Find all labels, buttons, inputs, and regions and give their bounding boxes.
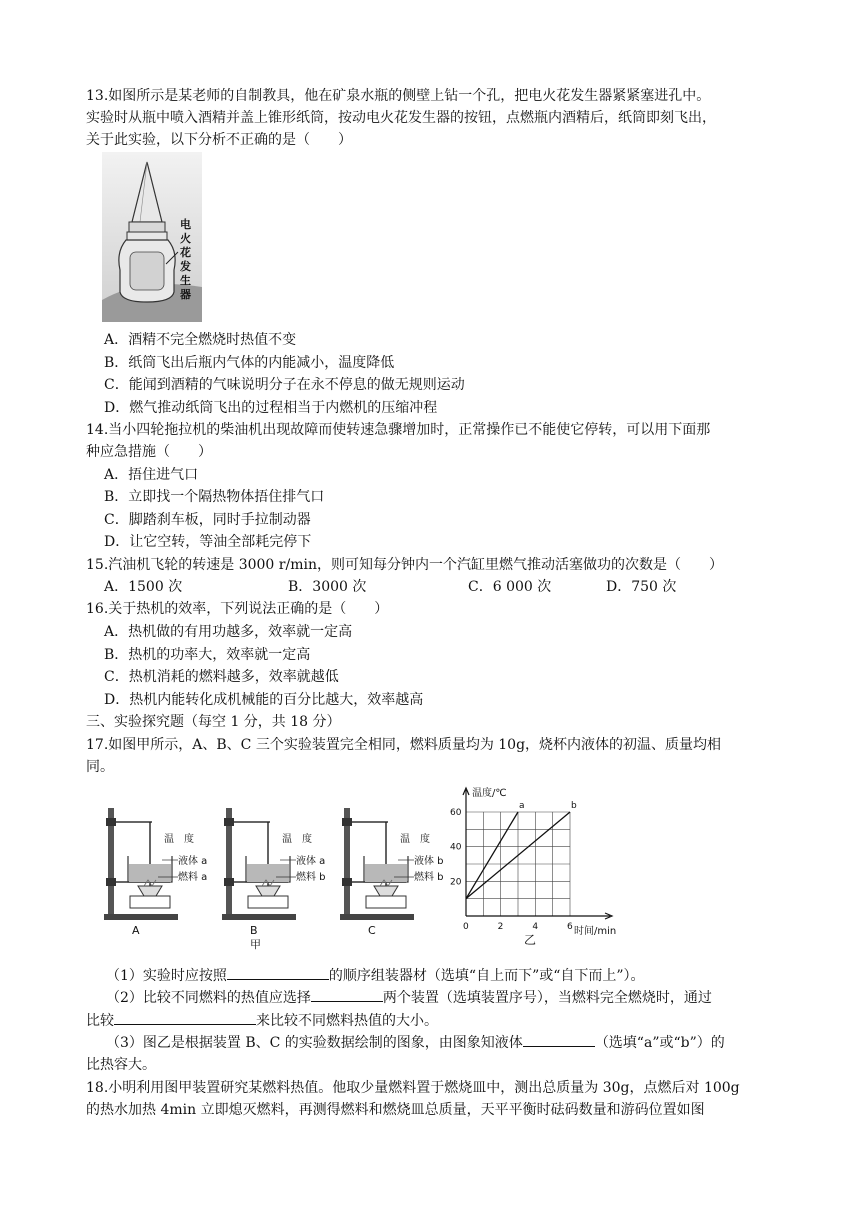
apparatus-b-label: B [250, 924, 258, 937]
series-label-b: b [571, 801, 577, 811]
apparatus-c [340, 808, 444, 937]
x-tick-label: 4 [532, 922, 539, 932]
q17-sub2-suffix: 两个装置（选填装置序号），当燃料完全燃烧时，通过 [382, 990, 712, 1006]
q18-stem-line1: 18.小明利用图甲装置研究某燃料热值。他取少量燃料置于燃烧皿中，测出总质量为 30g，点燃后对 100g [86, 1080, 740, 1096]
q14-stem-line1: 14.当小四轮拖拉机的柴油机出现故障而使转速急骤增加时，正常操作已不能使它停转，可以用下面那 [86, 422, 711, 438]
q15-stem: 15.汽油机飞轮的转速是 3000 r/min，则可知每分钟内一个汽缸里燃气推动活塞做功的次数是（ ） [86, 557, 723, 573]
q14-stem-line2: 种应急措施（ ） [86, 444, 212, 460]
q15-option-b: B．3000 次 [288, 579, 367, 595]
figure-label-char: 花 [180, 246, 191, 259]
apparatus-b [222, 808, 326, 950]
x-axis-label: 时间/min [574, 926, 617, 937]
q17-sub1 [106, 965, 645, 986]
q15-option-d: D．750 次 [606, 579, 677, 595]
q13-option-a: A．酒精不完全燃烧时热值不变 [104, 332, 297, 348]
q17-sub1-suffix: 的顺序组装器材（选填“自上而下”或“自下而上”）。 [328, 968, 645, 984]
q17-sub3-prefix: （3）图乙是根据装置 B、C 的实验数据绘制的图象，由图象知液体 [106, 1035, 523, 1051]
q17-sub2-prefix: （2）比较不同燃料的热值应选择 [106, 990, 311, 1006]
q17-sub2 [106, 987, 712, 1008]
q17-sub2-blank[interactable] [311, 987, 383, 1002]
q14-option-a: A．捂住进气口 [104, 467, 199, 483]
q17-sub2b-blank[interactable] [114, 1010, 256, 1025]
q17-sub3-suffix: （选填“a”或“b”）的 [594, 1035, 725, 1051]
section-heading: 三、实验探究题（每空 1 分，共 18 分） [86, 714, 341, 730]
figure-label-char: 发 [180, 260, 191, 273]
q13-stem-line1: 13.如图所示是某老师的自制教具，他在矿泉水瓶的侧壁上钻一个孔，把电火花发生器紧紧塞进孔中。 [86, 88, 711, 104]
apparatus-c-therm-label: 温 度 [400, 834, 430, 845]
y-tick-label: 60 [450, 808, 462, 818]
figure-label-char: 器 [180, 288, 191, 301]
apparatus-figure-jia [100, 800, 460, 950]
q17-stem-line1: 17.如图甲所示，A、B、C 三个实验装置完全相同，燃料质量均为 10g，烧杯内液体的初温、质量均相 [86, 737, 722, 753]
q13-option-b: B．纸筒飞出后瓶内气体的内能减小，温度降低 [104, 355, 395, 371]
q17-sub3-blank[interactable] [523, 1032, 595, 1047]
x-tick-label: 2 [497, 922, 504, 932]
q16-option-d: D．热机内能转化成机械能的百分比越大，效率越高 [104, 692, 424, 708]
apparatus-a [104, 808, 207, 937]
y-axis-label: 温度/℃ [472, 788, 507, 799]
q13-option-d: D．燃气推动纸筒飞出的过程相当于内燃机的压缩冲程 [104, 400, 438, 416]
q13-stem-line3: 关于此实验，以下分析不正确的是（ ） [86, 132, 352, 148]
q15-option-c: C．6 000 次 [468, 579, 552, 595]
y-tick-label: 20 [450, 877, 462, 888]
apparatus-a-fuel-label: 燃料 a [178, 872, 208, 883]
figure-label-char: 生 [180, 274, 191, 287]
x-tick-label: 6 [567, 922, 573, 932]
q17-sub1-prefix: （1）实验时应按照 [106, 968, 227, 984]
q17-sub3b: 比热容大。 [86, 1057, 156, 1073]
apparatus-a-therm-label: 温 度 [164, 834, 194, 845]
q14-option-c: C．脚踏刹车板，同时手拉制动器 [104, 512, 311, 528]
q15-option-a: A．1500 次 [104, 579, 183, 595]
q17-stem-line2: 同。 [86, 759, 114, 775]
q14-option-d: D．让它空转，等油全部耗完停下 [104, 534, 312, 550]
temperature-time-chart [440, 782, 640, 948]
y-tick-label: 40 [450, 842, 462, 853]
q13-stem-line2: 实验时从瓶中喷入酒精并盖上锥形纸筒，按动电火花发生器的按钮，点燃瓶内酒精后，纸筒即刻飞出， [86, 110, 716, 126]
apparatus-a-label: A [132, 924, 140, 937]
apparatus-c-label: C [368, 924, 376, 937]
apparatus-c-liquid-label: 液体 b [414, 856, 444, 867]
figure-label-char: 火 [180, 232, 191, 245]
x-tick-label: 0 [463, 922, 469, 932]
q17-sub2b-prefix: 比较 [86, 1013, 114, 1029]
q14-option-b: B．立即找一个隔热物体捂住排气口 [104, 489, 325, 505]
q17-sub2b [86, 1010, 438, 1031]
apparatus-b-fuel-label: 燃料 b [296, 872, 326, 883]
figure-label-char: 电 [180, 218, 191, 231]
q18-stem-line2: 的热水加热 4min 立即熄灭燃料，再测得燃料和燃烧皿总质量，天平平衡时砝码数量和游码位置如图 [86, 1102, 705, 1118]
q17-sub2b-suffix: 来比较不同燃料热值的大小。 [256, 1013, 438, 1029]
figure-yi-caption: 乙 [524, 933, 537, 947]
chart-svg [440, 782, 640, 948]
apparatus-a-liquid-label: 液体 a [178, 856, 208, 867]
apparatus-b-therm-label: 温 度 [282, 834, 312, 845]
q17-sub3 [106, 1032, 725, 1053]
q16-option-b: B．热机的功率大，效率就一定高 [104, 647, 311, 663]
series-line-a [466, 812, 518, 899]
q16-option-c: C．热机消耗的燃料越多，效率就越低 [104, 669, 339, 685]
q16-option-a: A．热机做的有用功越多，效率就一定高 [104, 624, 353, 640]
q13-option-c: C．能闻到酒精的气味说明分子在永不停息的做无规则运动 [104, 377, 465, 393]
q17-sub1-blank[interactable] [227, 965, 329, 980]
apparatus-c-fuel-label: 燃料 b [414, 872, 444, 883]
apparatus-b-liquid-label: 液体 a [296, 856, 326, 867]
q16-stem: 16.关于热机的效率，下列说法正确的是（ ） [86, 601, 389, 617]
q13-bottle-figure [102, 152, 202, 322]
series-label-a: a [519, 801, 525, 811]
figure-jia-caption: 甲 [250, 938, 261, 950]
